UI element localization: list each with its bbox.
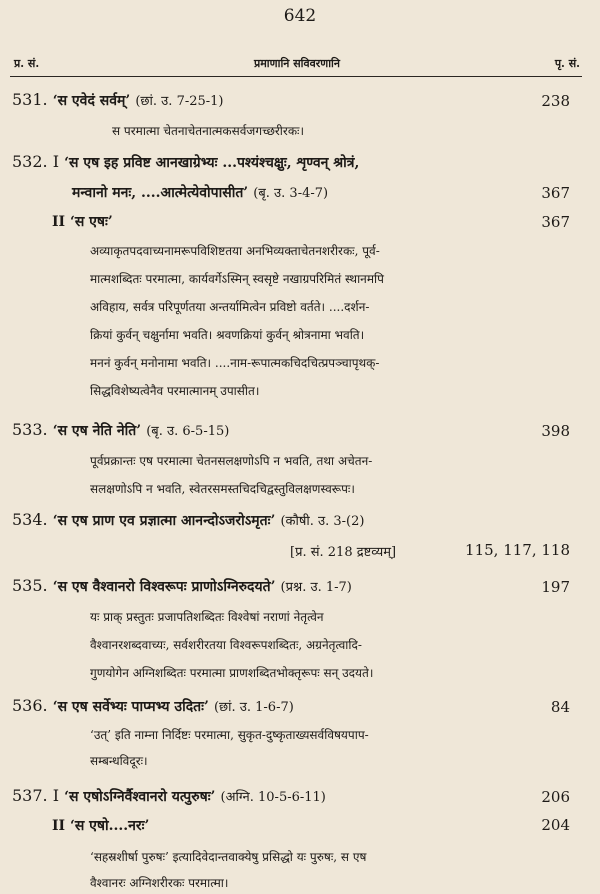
entry-source-ref: (छां. उ. 1-6-7) <box>213 700 294 715</box>
entry-534-heading <box>12 510 364 530</box>
entry-quote: ‘स एवेदं सर्वम्’ <box>52 93 131 109</box>
entry-532-sub-page: 367 <box>541 213 570 231</box>
entry-536-page: 84 <box>550 698 570 716</box>
entry-533-body-line: पूर्वप्रक्रान्तः एष परमात्मा चेतनसलक्षणोऽपि न भवति, तथा अचेतन- <box>90 454 373 468</box>
entry-536-body-line: ‘उत्’ इति नाम्ना निर्दिष्टः परमात्मा, सुकृत-दुष्कृताख्यसर्वविषयपाप- <box>90 728 369 742</box>
entry-number: 534. <box>12 510 48 529</box>
entry-535-page: 197 <box>541 578 570 596</box>
entry-536-body-line: सम्बन्धविदूरः। <box>90 754 148 768</box>
entry-537-body-line: ‘सहस्रशीर्षा पुरुषः’ इत्यादिवेदान्तवाक्येषु प्रसिद्धो यः पुरुषः, स एष <box>90 850 367 864</box>
entry-535-heading <box>12 576 352 596</box>
entry-537-heading <box>12 786 326 806</box>
running-head-center: प्रमाणानि सविवरणानि <box>253 57 341 70</box>
entry-532-page: 367 <box>541 184 570 202</box>
entry-number: 536. <box>12 696 48 715</box>
entry-number: 535. <box>12 576 48 595</box>
entry-number: 537. I <box>12 786 60 805</box>
entry-537-body-line: वैश्वानरः अग्निशरीरकः परमात्मा। <box>90 876 229 890</box>
entry-532-body-line: मननं कुर्वन् मनोनामा भवति। ....नाम-रूपात्मकचिदचित्प्रपञ्चापृथक्- <box>90 356 380 370</box>
entry-source-ref: (प्रश्न. उ. 1-7) <box>280 580 352 595</box>
entry-532-body-line: अव्याकृतपदवाच्यनामरूपविशिष्टतया अनभिव्यक्ताचेतनशरीरकः, पूर्व- <box>90 244 380 258</box>
entry-534-cross-ref: [प्र. सं. 218 द्रष्टव्यम्] <box>290 545 397 560</box>
entry-532-body-line: क्रियां कुर्वन् चक्षुर्नामा भवति। श्रवणक्रियां कुर्वन् श्रोत्रनामा भवति। <box>90 328 365 342</box>
entry-535-body-line: गुणयोगेन अग्निशब्दितः परमात्मा प्राणशब्दितभोक्तृरूपः सन् उदयते। <box>90 666 374 680</box>
entry-source-ref: (बृ. उ. 6-5-15) <box>146 424 230 439</box>
entry-532-body-line: अविहाय, सर्वत्र परिपूर्णतया अन्तर्यामित्वेन प्रविष्टो वर्तते। ....दर्शन- <box>90 300 370 314</box>
entry-quote: ‘स एष नेति नेति’ <box>52 423 142 439</box>
entry-533-page: 398 <box>541 422 570 440</box>
header-rule <box>10 76 582 77</box>
entry-537-sub-label: II ‘स एषो....नरः’ <box>52 818 150 834</box>
entry-531-body-line: स परमात्मा चेतनाचेतनात्मकसर्वजगच्छरीरकः। <box>112 124 305 138</box>
entry-source-ref: (अग्नि. 10-5-6-11) <box>220 790 326 805</box>
entry-532-body-line: मात्मशब्दितः परमात्मा, कार्यवर्गेऽस्मिन् स्वसृष्टे नखाग्रपरिमितं स्थानमपि <box>90 272 384 286</box>
entry-number: 533. <box>12 420 48 439</box>
entry-quote: ‘स एषोऽग्निर्वैश्वानरो यत्पुरुषः’ <box>64 789 216 805</box>
entry-535-body-line: यः प्राक् प्रस्तुतः प्रजापतिशब्दितः विश्वेषां नराणां नेतृत्वेन <box>90 610 324 624</box>
entry-532-heading <box>12 152 359 172</box>
entry-quote: ‘स एष वैश्वानरो विश्वरूपः प्राणोऽग्निरुदयते’ <box>52 579 276 595</box>
entry-quote: ‘स एष प्राण एव प्रज्ञात्मा आनन्दोऽजरोऽमृतः’ <box>52 513 276 529</box>
entry-quote: ‘स एष सर्वेभ्यः पाप्मभ्य उदितः’ <box>52 699 209 715</box>
entry-534-pages: 115, 117, 118 <box>465 541 570 559</box>
entry-531-heading <box>12 90 224 110</box>
running-head-right: पृ. सं. <box>554 57 580 70</box>
entry-537-sub-page: 204 <box>541 816 570 834</box>
entry-533-body-line: सलक्षणोऽपि न भवति, स्वेतरसमस्तचिदचिद्वस्तुविलक्षणस्वरूपः। <box>90 482 355 496</box>
entry-535-body-line: वैश्वानरशब्दवाच्यः, सर्वशरीरतया विश्वरूपशब्दितः, अग्रनेतृत्वादि- <box>90 638 362 652</box>
entry-537-page: 206 <box>541 788 570 806</box>
running-head <box>14 52 580 74</box>
entry-536-heading <box>12 696 294 716</box>
entry-quote: ‘स एष इह प्रविष्ट आनखाग्रेभ्यः ...पश्यंश्चक्षुः, शृण्वन् श्रोत्रं, <box>64 155 360 171</box>
entry-number: 532. I <box>12 152 60 171</box>
running-head-left: प्र. सं. <box>14 57 40 70</box>
entry-532-heading-cont <box>72 182 328 202</box>
entry-531-page: 238 <box>541 92 570 110</box>
page-number: 642 <box>283 6 317 26</box>
entry-quote-cont: मन्वानो मनः, ....आत्मेत्येवोपासीत’ <box>72 185 249 201</box>
entry-source-ref: (बृ. उ. 3-4-7) <box>253 186 329 201</box>
entry-532-sub-label: II ‘स एषः’ <box>52 214 113 230</box>
entry-532-body-line: सिद्धविशेष्यत्वेनैव परमात्मानम् उपासीत। <box>90 384 260 398</box>
entry-source-ref: (कौषी. उ. 3-(2) <box>280 514 365 529</box>
entry-source-ref: (छां. उ. 7-25-1) <box>135 94 224 109</box>
entry-533-heading <box>12 420 229 440</box>
entry-number: 531. <box>12 90 48 109</box>
